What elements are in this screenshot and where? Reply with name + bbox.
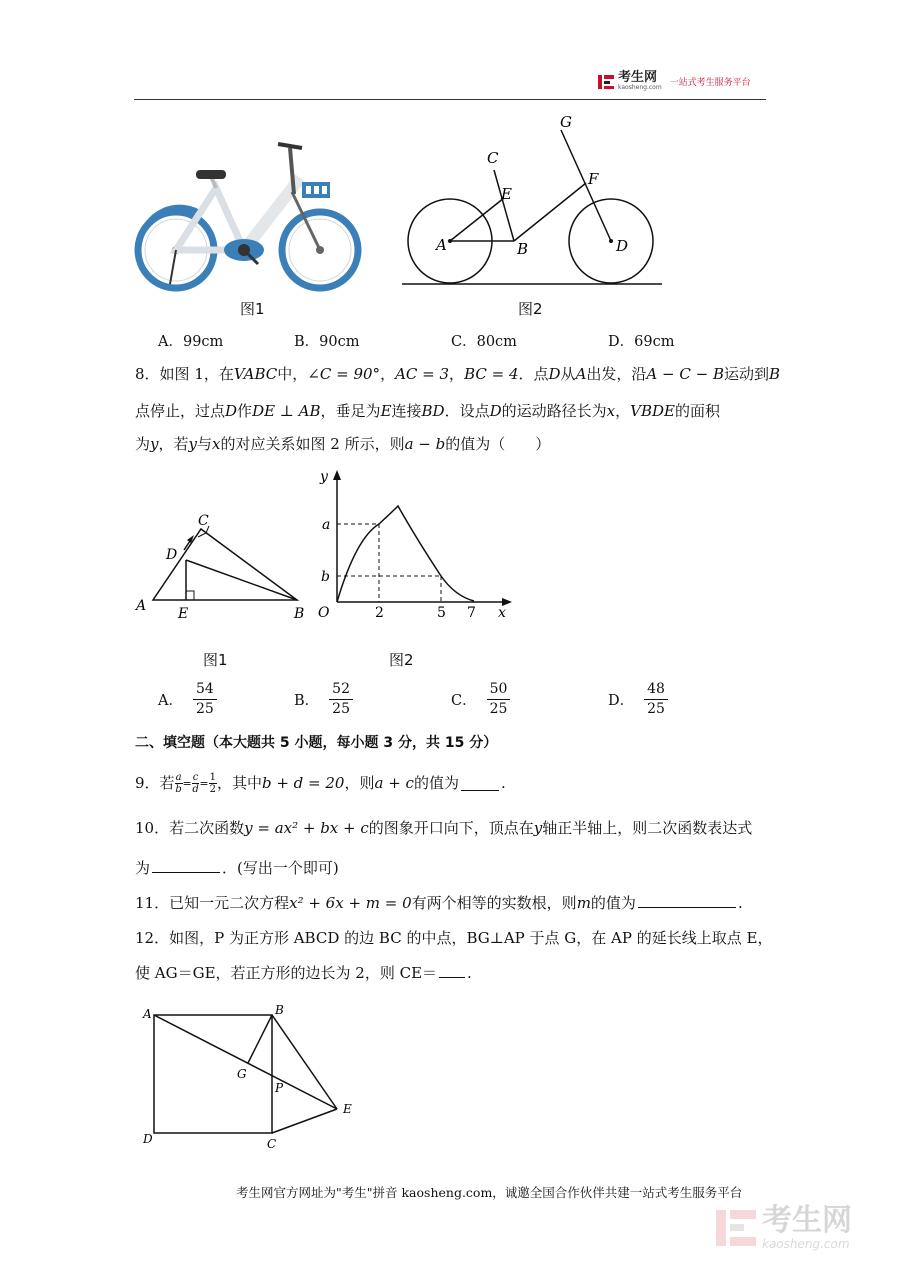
header-divider: [134, 99, 766, 100]
q10-line-2: 为 ．(写出一个即可): [135, 859, 339, 877]
q12-line-2: 使 AG＝GE，若正方形的边长为 2，则 CE＝ .: [135, 964, 472, 982]
q11: 11．已知一元二次方程x² + 6x + m = 0有两个相等的实数根，则m的值为 .: [135, 894, 743, 912]
q8-line-1: 8．如图 1，在VABC中，∠C = 90°，AC = 3，BC = 4．点D从A出发，沿A − C − B运动到B: [135, 365, 781, 383]
bicycle-icon: [132, 134, 368, 294]
q8-fig1-caption: 图1: [203, 651, 228, 669]
q12-answer-blank[interactable]: [439, 976, 465, 978]
q7-label-F: F: [588, 170, 599, 188]
q8-fig2-caption: 图2: [389, 651, 414, 669]
q8-fig1-label-B: B: [294, 606, 305, 622]
q7-label-A: A: [436, 236, 447, 254]
q7-fig2-caption: 图2: [518, 300, 543, 318]
q10-line-1: 10．若二次函数y = ax² + bx + c的图象开口向下，顶点在y轴正半轴上，则二次函数表达式: [135, 819, 753, 837]
q7-label-D: D: [616, 237, 629, 255]
q7-option-a: A．99cm: [158, 334, 224, 350]
q8-fig1-label-C: C: [198, 513, 209, 529]
footer-text: 考生网官方网址为"考生"拼音 kaosheng.com，诚邀全国合作伙伴共建一站式考生服务平台: [236, 1185, 743, 1200]
q8-fig2-tick-7: 7: [467, 605, 476, 621]
watermark-logo-icon: [716, 1208, 756, 1248]
q9: 9． 若 $\frac{a}{b}$ = $\frac{c}{d}$ = $\frac{1}{2}$ ，其中 b + d = 20 ，则 a + c 的值为 .: [135, 771, 506, 795]
logo-text-cn: 考生网: [618, 70, 658, 85]
q7-fig2-diagram: [398, 110, 666, 296]
q8-fig2-label-x: x: [498, 605, 506, 621]
q8-line-3: 为y，若y与x的对应关系如图 2 所示，则a − b的值为（ ）: [135, 435, 551, 453]
q12-label-B: B: [275, 1003, 284, 1017]
q7-label-G: G: [560, 113, 572, 131]
q12-label-C: C: [267, 1137, 277, 1151]
q7-option-d: D．69cm: [608, 334, 675, 350]
q12-line-1: 12．如图，P 为正方形 ABCD 的边 BC 的中点，BG⊥AP 于点 G，在 AP 的延长线上取点 E，: [135, 929, 773, 947]
q7-fig1-caption: 图1: [240, 300, 265, 318]
q8-fig1-label-D: D: [166, 547, 178, 563]
bicycle-figure: [132, 134, 368, 298]
q12-label-A: A: [143, 1007, 152, 1021]
q9-answer-blank[interactable]: [461, 789, 499, 791]
watermark: [716, 1205, 852, 1251]
q8-line-2: 点停止，过点D作DE ⊥ AB，垂足为E连接BD．设点D的运动路径长为x，VBDE的面积: [135, 402, 720, 420]
q8-fig2-tick-5: 5: [437, 605, 446, 621]
q8-fig2-label-y: y: [320, 469, 328, 485]
header-logo: [598, 72, 751, 91]
q8-fig2-tick-2: 2: [375, 605, 384, 621]
q12-label-D: D: [143, 1132, 153, 1146]
q7-label-B: B: [517, 240, 529, 258]
q7-label-C: C: [487, 149, 499, 167]
q11-answer-blank[interactable]: [638, 906, 736, 908]
q8-option-b: B． $\frac{52}{25}$: [294, 680, 353, 719]
q12-square-figure: [138, 1000, 370, 1156]
q8-fig2-label-O: O: [318, 605, 330, 621]
watermark-en: kaosheng.com: [762, 1237, 850, 1251]
q8-option-a: A． $\frac{54}{25}$: [158, 680, 217, 719]
section-2-title: 二、填空题（本大题共 5 小题，每小题 3 分，共 15 分）: [135, 735, 498, 751]
q8-option-d: D． $\frac{48}{25}$: [608, 680, 668, 719]
q10-answer-blank[interactable]: [152, 871, 220, 873]
q8-fig1-triangle: [134, 506, 314, 628]
q8-option-c: C． $\frac{50}{25}$: [451, 680, 510, 719]
logo-mark-icon: [598, 74, 614, 90]
q7-option-c: C．80cm: [451, 334, 517, 350]
q8-fig1-label-A: A: [136, 598, 147, 614]
q12-label-G: G: [237, 1067, 247, 1081]
watermark-cn: 考生网: [762, 1203, 852, 1238]
header-slogan: 一站式考生服务平台: [669, 78, 751, 88]
q8-fig2-label-b: b: [321, 569, 330, 585]
q12-label-P: P: [275, 1081, 284, 1095]
q7-label-E: E: [501, 185, 512, 203]
q7-option-b: B．90cm: [294, 334, 360, 350]
q8-fig2-label-a: a: [322, 517, 331, 533]
q8-fig2-graph: [312, 462, 516, 626]
q8-fig1-label-E: E: [178, 606, 189, 622]
q12-label-E: E: [343, 1102, 352, 1116]
logo-text-en: kaosheng.com: [618, 84, 662, 91]
